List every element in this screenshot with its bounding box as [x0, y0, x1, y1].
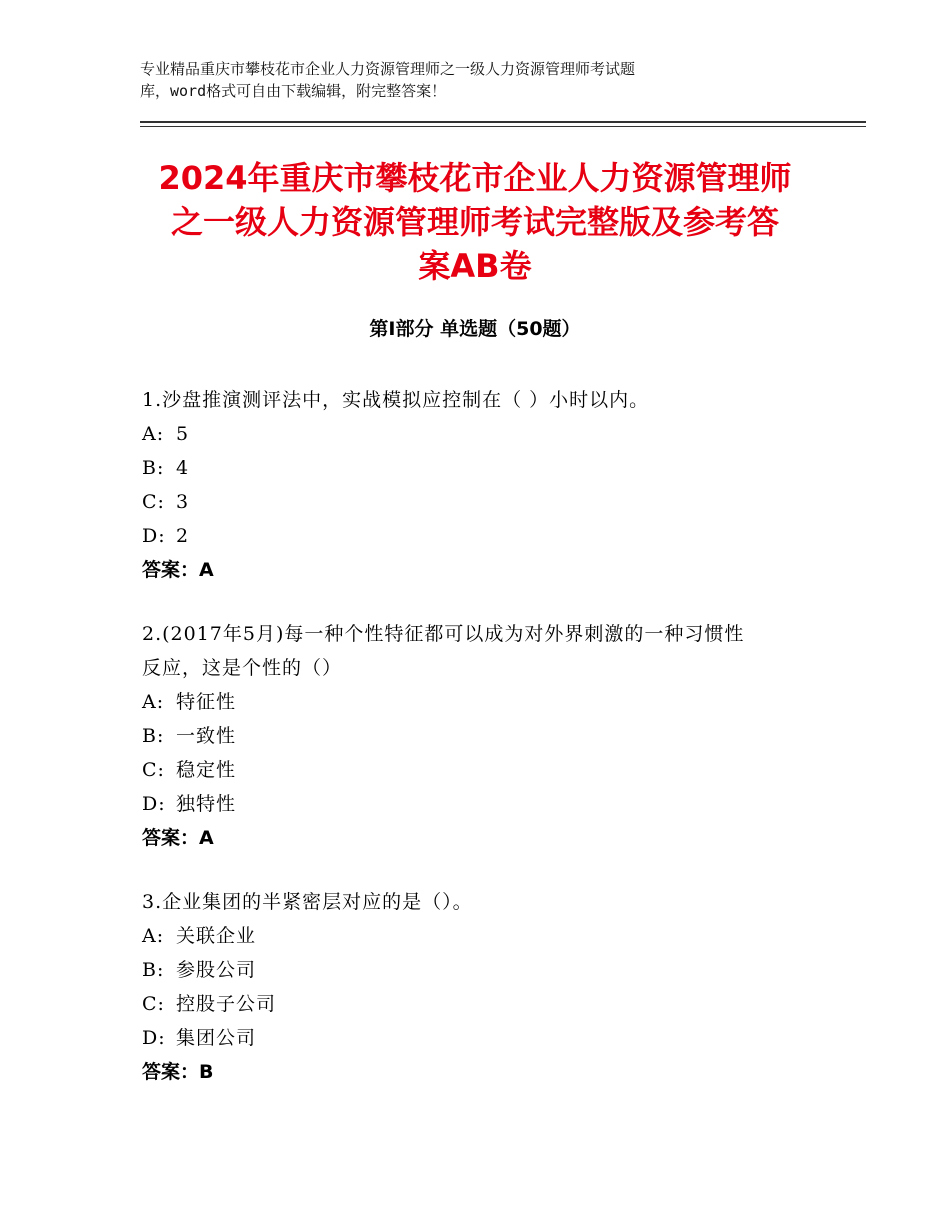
option-key: A:	[142, 423, 165, 445]
option-c	[142, 485, 822, 519]
answer-line: 答案：A	[142, 559, 214, 581]
option-c	[142, 987, 822, 1021]
document-title-line-2: 之一级人力资源管理师考试完整版及参考答	[170, 203, 779, 241]
section-title: 第Ⅰ部分 单选题（50题）	[369, 318, 581, 340]
question-stem: 3.企业集团的半紧密层对应的是（）。	[142, 891, 473, 913]
question-stem: 2.(2017年5月)每一种个性特征都可以成为对外界刺激的一种习惯性	[142, 623, 745, 645]
option-b	[142, 451, 822, 485]
option-key: C:	[142, 491, 165, 513]
option-text: 3	[176, 491, 190, 513]
question-1	[142, 383, 822, 587]
header-rule-thin	[140, 126, 866, 127]
option-key: B:	[142, 725, 165, 747]
option-d	[142, 787, 822, 821]
question-2	[142, 617, 822, 855]
option-key: D:	[142, 1027, 166, 1049]
option-b	[142, 719, 822, 753]
option-text: 稳定性	[176, 759, 237, 781]
option-text: 独特性	[176, 793, 237, 815]
question-3	[142, 885, 822, 1089]
header-note-line-1: 专业精品重庆市攀枝花市企业人力资源管理师之一级人力资源管理师考试题	[140, 60, 636, 78]
option-text: 集团公司	[176, 1027, 257, 1049]
option-text: 5	[176, 423, 190, 445]
option-key: A:	[142, 691, 165, 713]
option-text: 控股子公司	[176, 993, 277, 1015]
header-note-line-2: 库，word格式可自由下载编辑，附完整答案！	[140, 82, 447, 100]
answer-line: 答案：A	[142, 827, 214, 849]
answer-line: 答案：B	[142, 1061, 214, 1083]
option-key: D:	[142, 525, 166, 547]
option-text: 4	[176, 457, 190, 479]
option-a	[142, 685, 822, 719]
option-key: A:	[142, 925, 165, 947]
question-list	[142, 383, 822, 1119]
question-stem-continued: 反应，这是个性的（）	[142, 657, 343, 679]
option-text: 特征性	[176, 691, 237, 713]
option-key: C:	[142, 759, 165, 781]
option-b	[142, 953, 822, 987]
option-key: D:	[142, 793, 166, 815]
option-text: 2	[176, 525, 190, 547]
option-text: 参股公司	[176, 959, 257, 981]
option-d	[142, 1021, 822, 1055]
document-title-line-3: 案AB卷	[418, 247, 532, 285]
question-stem: 1.沙盘推演测评法中，实战模拟应控制在（ ）小时以内。	[142, 389, 650, 411]
option-key: C:	[142, 993, 165, 1015]
header-note	[140, 58, 820, 102]
option-c	[142, 753, 822, 787]
option-text: 关联企业	[176, 925, 257, 947]
document-title	[120, 156, 830, 288]
option-d	[142, 519, 822, 553]
option-a	[142, 417, 822, 451]
option-a	[142, 919, 822, 953]
option-key: B:	[142, 959, 165, 981]
option-text: 一致性	[176, 725, 237, 747]
option-key: B:	[142, 457, 165, 479]
header-rule-thick	[140, 121, 866, 123]
document-title-line-1: 2024年重庆市攀枝花市企业人力资源管理师	[158, 159, 792, 197]
